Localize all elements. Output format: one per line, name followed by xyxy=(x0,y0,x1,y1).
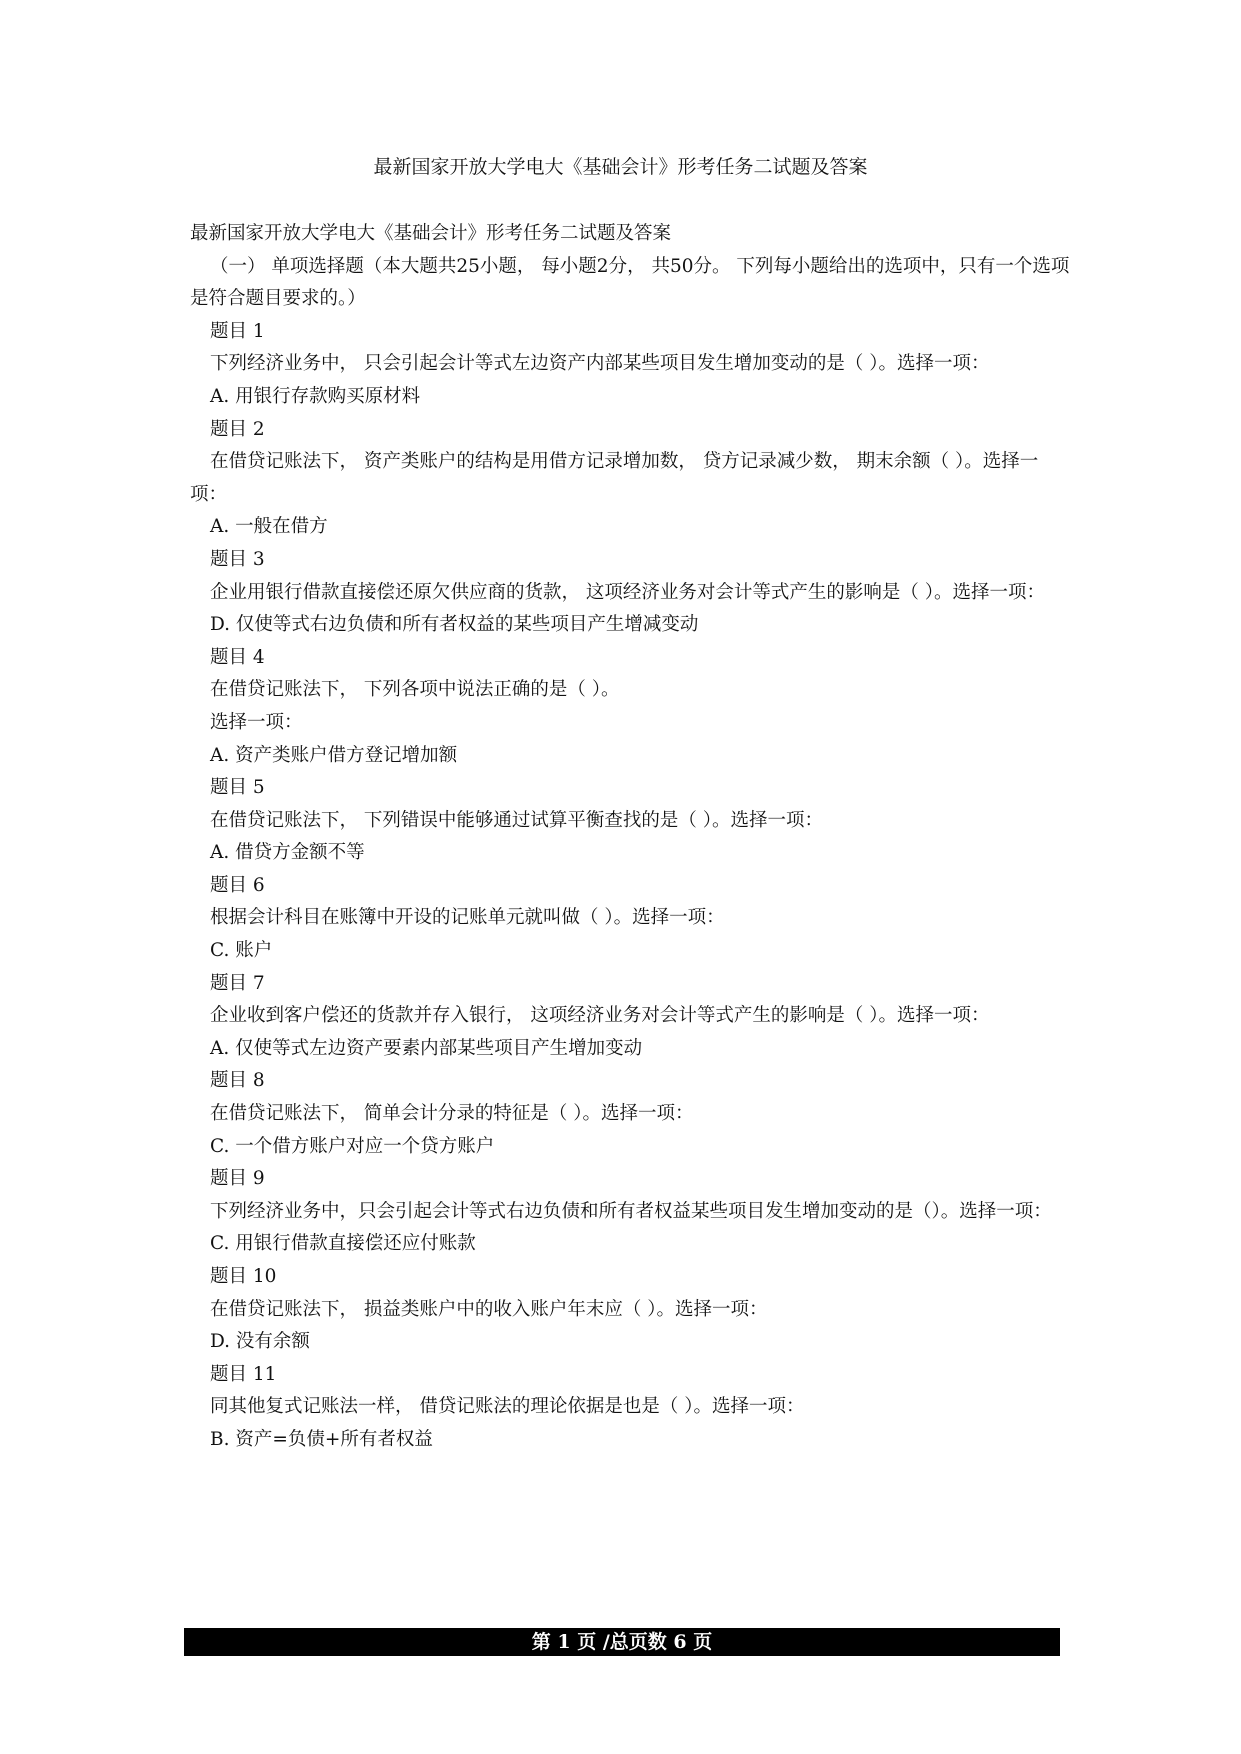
question-text: 同其他复式记账法一样， 借贷记账法的理论依据是也是（ ）。选择一项： xyxy=(210,1396,805,1418)
question-4 xyxy=(190,642,1070,772)
question-1 xyxy=(190,316,1070,414)
question-label: 题目 11 xyxy=(210,1363,277,1385)
question-answer: A. 资产类账户借方登记增加额 xyxy=(210,744,458,766)
question-answer: B. 资产=负债+所有者权益 xyxy=(210,1428,433,1450)
question-text: 企业用银行借款直接偿还原欠供应商的货款， 这项经济业务对会计等式产生的影响是（ ）。选择一项： xyxy=(210,581,1046,603)
question-answer: C. 账户 xyxy=(210,940,273,962)
question-label: 题目 1 xyxy=(210,320,265,342)
question-7 xyxy=(190,968,1070,1066)
question-answer: A. 借贷方金额不等 xyxy=(210,842,365,864)
question-answer: A. 一般在借方 xyxy=(210,516,328,538)
question-label: 题目 9 xyxy=(210,1168,265,1190)
question-text: 在借贷记账法下， 损益类账户中的收入账户年末应（ ）。选择一项： xyxy=(210,1298,768,1320)
question-6 xyxy=(190,870,1070,968)
question-label: 题目 8 xyxy=(210,1070,265,1092)
question-text: 根据会计科目在账簿中开设的记账单元就叫做（ ）。选择一项： xyxy=(210,907,725,929)
page-header-title: 最新国家开放大学电大《基础会计》形考任务二试题及答案 xyxy=(373,156,868,178)
question-9 xyxy=(190,1163,1070,1261)
section-intro: （一） 单项选择题（本大题共25小题， 每小题2分， 共50分。 下列每小题给出的选项中，只有一个选项是符合题目要求的。） xyxy=(190,255,1070,310)
question-label: 题目 2 xyxy=(210,418,265,440)
question-text-continued: 选择一项： xyxy=(210,711,303,733)
question-11 xyxy=(190,1359,1070,1457)
question-answer: D. 仅使等式右边负债和所有者权益的某些项目产生增减变动 xyxy=(210,614,699,636)
question-label: 题目 6 xyxy=(210,874,265,896)
question-answer: C. 用银行借款直接偿还应付账款 xyxy=(210,1233,476,1255)
question-8 xyxy=(190,1065,1070,1163)
question-text: 在借贷记账法下， 资产类账户的结构是用借方记录增加数， 贷方记录减少数， 期末余额（ ）。选择一项： xyxy=(190,451,1039,505)
document-title: 最新国家开放大学电大《基础会计》形考任务二试题及答案 xyxy=(190,223,672,244)
question-text: 在借贷记账法下， 简单会计分录的特征是（ ）。选择一项： xyxy=(210,1103,694,1125)
question-2 xyxy=(190,414,1070,544)
question-text: 企业收到客户偿还的货款并存入银行， 这项经济业务对会计等式产生的影响是（ ）。选择一项： xyxy=(210,1005,990,1027)
document-body xyxy=(190,218,1070,1457)
question-3 xyxy=(190,544,1070,642)
question-text: 下列经济业务中，只会引起会计等式右边负债和所有者权益某些项目发生增加变动的是（）。选择一项： xyxy=(210,1200,1052,1222)
question-text: 在借贷记账法下， 下列各项中说法正确的是（ ）。 xyxy=(210,679,620,701)
page-number-label: 第 1 页 /总页数 6 页 xyxy=(531,1631,713,1653)
question-10 xyxy=(190,1261,1070,1359)
question-answer: D. 没有余额 xyxy=(210,1331,310,1353)
question-text: 在借贷记账法下， 下列错误中能够通过试算平衡查找的是（ ）。选择一项： xyxy=(210,809,824,831)
question-answer: A. 用银行存款购买原材料 xyxy=(210,385,421,407)
question-answer: A. 仅使等式左边资产要素内部某些项目产生增加变动 xyxy=(210,1037,643,1059)
question-answer: C. 一个借方账户对应一个贷方账户 xyxy=(210,1135,495,1157)
question-text: 下列经济业务中， 只会引起会计等式左边资产内部某些项目发生增加变动的是（ ）。选择一项： xyxy=(210,353,990,375)
question-label: 题目 4 xyxy=(210,646,265,668)
question-label: 题目 7 xyxy=(210,972,265,994)
question-5 xyxy=(190,772,1070,870)
page-footer xyxy=(184,1628,1060,1656)
question-label: 题目 10 xyxy=(210,1266,277,1287)
question-label: 题目 3 xyxy=(210,548,265,570)
question-label: 题目 5 xyxy=(210,777,265,799)
